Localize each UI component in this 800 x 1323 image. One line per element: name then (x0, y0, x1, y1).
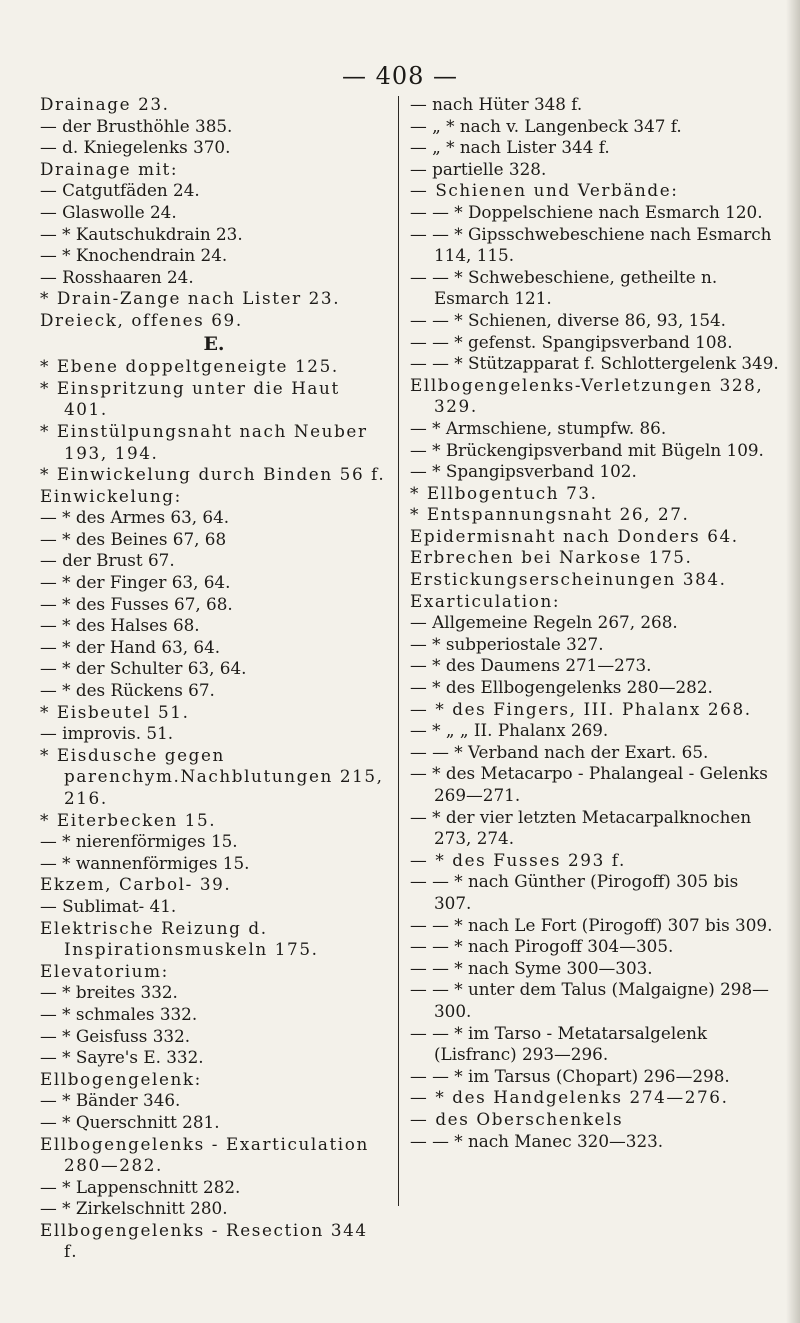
index-entry: — * wannenförmiges 15. (40, 852, 250, 873)
index-entry: — * Sayre's E. 332. (40, 1047, 204, 1068)
index-entry: — * Kautschukdrain 23. (40, 223, 243, 244)
index-entry: — — * nach Le Fort (Pirogoff) 307 bis 309. (410, 914, 773, 935)
index-entry: Dreieck, offenes 69. (40, 309, 243, 330)
index-entry: — Sublimat- 41. (40, 895, 177, 916)
page-edge-shadow (786, 0, 800, 1323)
index-entry: — — * Gipsschwebeschiene nach Esmarch 114, 115. (410, 223, 772, 266)
index-entry: — * des Rückens 67. (40, 680, 215, 701)
index-entry: — * Spangipsverband 102. (410, 461, 637, 482)
index-entry: — * der Schulter 63, 64. (40, 658, 247, 679)
index-entry: — — * nach Syme 300—303. (410, 957, 653, 978)
index-entry: — nach Hüter 348 f. (410, 94, 583, 114)
index-entry: Ellbogengelenks-Verletzungen 328, 329. (410, 374, 764, 417)
index-entry: — * Lappenschnitt 282. (40, 1176, 241, 1197)
index-entry: * Eisdusche gegen parenchym.Nachblutungen 215, 216. (40, 744, 384, 808)
index-entry: * Ebene doppeltgeneigte 125. (40, 356, 339, 377)
index-entry: * Einspritzung unter die Haut 401. (40, 377, 340, 420)
index-entry: — der Brusthöhle 385. (40, 115, 233, 136)
index-entry: — * des Armes 63, 64. (40, 507, 230, 528)
index-entry: — partielle 328. (410, 158, 547, 179)
index-entry: — — * im Tarso - Metatarsalgelenk (Lisfranc) 293—296. (410, 1022, 708, 1065)
index-entry: — — * im Tarsus (Chopart) 296—298. (410, 1065, 730, 1086)
index-entry: — Allgemeine Regeln 267, 268. (410, 612, 678, 633)
index-column-right (410, 94, 780, 1152)
index-entry: Ellbogengelenk: (40, 1068, 202, 1089)
index-entry: — * der Finger 63, 64. (40, 572, 231, 593)
index-entry: Drainage 23. (40, 94, 170, 114)
index-entry: Einwickelung: (40, 485, 182, 506)
index-entry: — * Armschiene, stumpfw. 86. (410, 417, 667, 438)
index-column-left (40, 94, 388, 1263)
index-entry: — — * unter dem Talus (Malgaigne) 298—300. (410, 979, 769, 1021)
index-entry: — * Querschnitt 281. (40, 1111, 220, 1132)
index-entry: — „ * nach Lister 344 f. (410, 137, 610, 158)
index-entry: — des Oberschenkels (410, 1108, 624, 1129)
index-entry: — * des Ellbogengelenks 280—282. (410, 677, 713, 698)
index-entry: — * Bänder 346. (40, 1090, 181, 1111)
index-entry: — * des Handgelenks 274—276. (410, 1087, 729, 1108)
index-entry: — * des Metacarpo - Phalangeal - Gelenks 269—271. (410, 763, 768, 805)
index-entry: — — * nach Manec 320—323. (410, 1130, 664, 1151)
index-entry: — — * nach Günther (Pirogoff) 305 bis 307. (410, 871, 739, 913)
index-entry: — * der vier letzten Metacarpalknochen 273, 274. (410, 806, 752, 849)
index-entry: * Einwickelung durch Binden 56 f. (40, 464, 386, 485)
column-divider (398, 96, 399, 1206)
index-entry: Erstickungserscheinungen 384. (410, 569, 727, 590)
index-entry: — * Zirkelschnitt 280. (40, 1198, 228, 1219)
index-entry: — * Geisfuss 332. (40, 1025, 191, 1046)
index-entry: — d. Kniegelenks 370. (40, 137, 231, 158)
index-entry: * Eisbeutel 51. (40, 701, 190, 722)
index-entry: Elektrische Reizung d. Inspirationsmuskeln 175. (40, 917, 319, 960)
index-entry: — * subperiostale 327. (410, 633, 604, 654)
section-letter: E. (203, 332, 225, 355)
index-entry: — Catgutfäden 24. (40, 180, 200, 201)
index-entry: — * des Fusses 293 f. (410, 849, 626, 870)
index-entry: — * „ „ II. Phalanx 269. (410, 720, 609, 741)
index-entry: Ellbogengelenks - Resection 344 f. (40, 1219, 368, 1262)
index-entry: * Drain-Zange nach Lister 23. (40, 288, 341, 309)
index-entry: — — * gefenst. Spangipsverband 108. (410, 331, 733, 352)
index-entry: Drainage mit: (40, 158, 179, 179)
index-entry: — Schienen und Verbände: (410, 180, 679, 201)
page-number: — 408 — (341, 62, 459, 90)
index-entry: — — * Doppelschiene nach Esmarch 120. (410, 201, 763, 222)
index-entry: — * des Fusses 67, 68. (40, 593, 233, 614)
index-entry: — — * nach Pirogoff 304—305. (410, 936, 674, 957)
index-entry: — improvis. 51. (40, 723, 174, 744)
index-entry: — — * Schienen, diverse 86, 93, 154. (410, 309, 727, 330)
index-entry: * Entspannungsnaht 26, 27. (410, 504, 690, 525)
index-entry: Elevatorium: (40, 960, 169, 981)
index-entry: — * des Fingers, III. Phalanx 268. (410, 698, 752, 719)
index-entry: * Ellbogentuch 73. (410, 482, 598, 503)
index-entry: — der Brust 67. (40, 550, 175, 571)
index-entry: Erbrechen bei Narkose 175. (410, 547, 693, 568)
index-entry: Ekzem, Carbol- 39. (40, 874, 232, 895)
index-entry: — * des Halses 68. (40, 615, 200, 636)
index-entry: — * Brückengipsverband mit Bügeln 109. (410, 439, 764, 460)
index-entry: — * Knochendrain 24. (40, 245, 228, 266)
index-entry: Exarticulation: (410, 590, 561, 611)
index-entry: Epidermisnaht nach Donders 64. (410, 525, 739, 546)
index-entry: — — * Verband nach der Exart. 65. (410, 741, 709, 762)
index-entry: — * nierenförmiges 15. (40, 831, 238, 852)
index-entry: — Glaswolle 24. (40, 201, 177, 222)
index-entry: — Rosshaaren 24. (40, 266, 194, 287)
index-entry: — „ * nach v. Langenbeck 347 f. (410, 115, 682, 136)
index-entry: — * des Daumens 271—273. (410, 655, 652, 676)
index-entry: — — * Stützapparat f. Schlottergelenk 349. (410, 353, 779, 374)
index-entry: — * breites 332. (40, 982, 178, 1003)
index-entry: — * des Beines 67, 68 (40, 528, 227, 549)
index-entry: * Eiterbecken 15. (40, 809, 217, 830)
index-entry: — * der Hand 63, 64. (40, 636, 221, 657)
index-entry: Ellbogengelenks - Exarticulation 280—282. (40, 1133, 369, 1176)
index-entry: — — * Schwebeschiene, getheilte n. Esmarch 121. (410, 266, 718, 309)
index-entry: * Einstülpungsnaht nach Neuber 193, 194. (40, 420, 368, 463)
index-entry: — * schmales 332. (40, 1003, 198, 1024)
